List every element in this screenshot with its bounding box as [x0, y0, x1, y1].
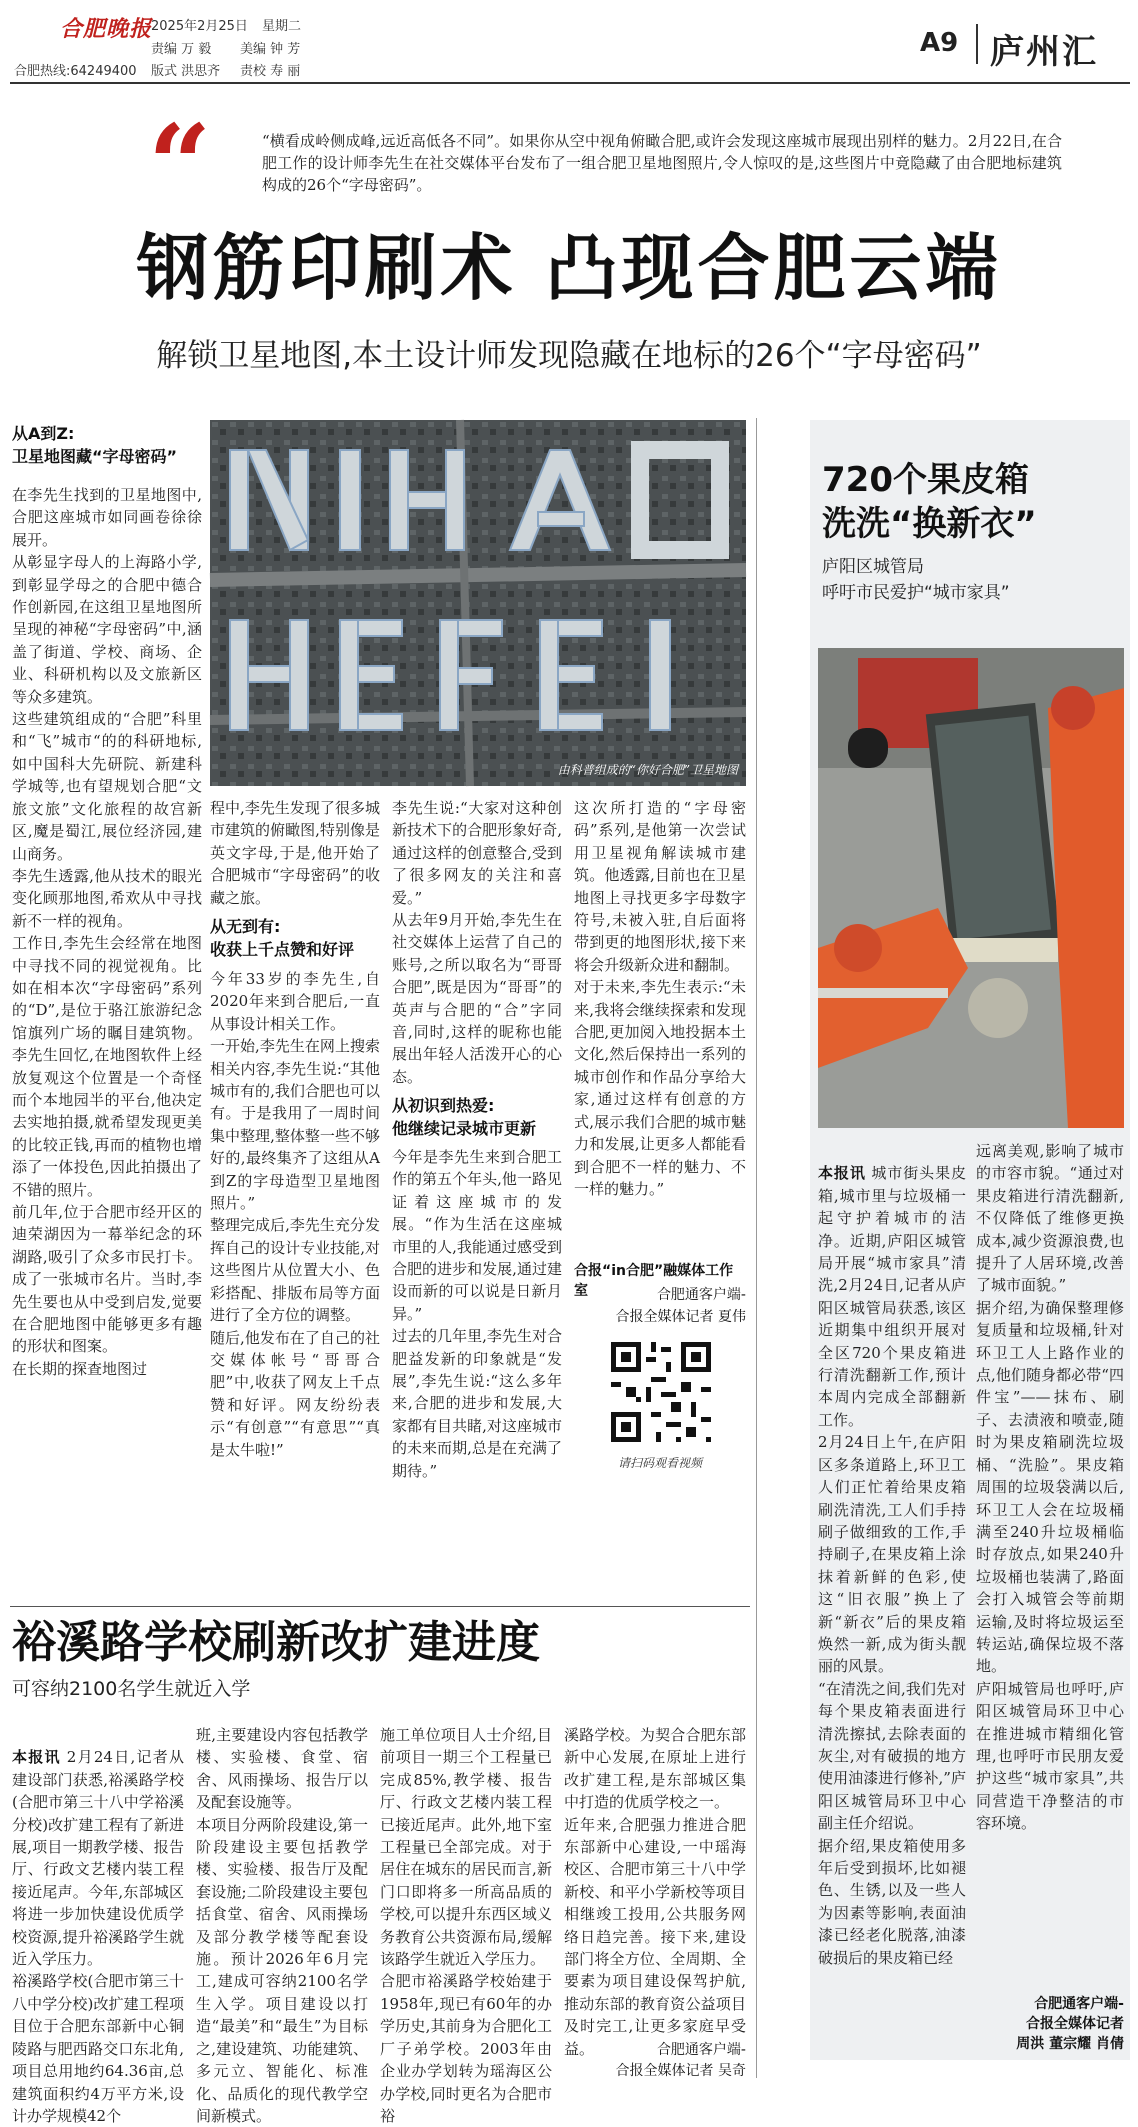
section-heading-1: 从A到Z: 卫星地图藏“字母密码”: [12, 424, 178, 466]
headline: 钢筋印刷术 凸现合肥云端: [136, 226, 1002, 310]
column-divider: [756, 418, 757, 2078]
satellite-photo-svg: [210, 420, 746, 786]
newspaper-logo: 合肥晚报: [60, 16, 153, 42]
bottom-subhead: 可容纳2100名学生就近入学: [12, 1678, 251, 1700]
side-title: 720个果皮箱 洗洗“换新衣”: [822, 460, 1037, 544]
section-heading-3: 从初识到热爱: 他继续记录城市更新: [392, 1096, 537, 1138]
editor-credit: 责编 万 毅: [151, 42, 212, 57]
art-credit: 美编 钟 芳: [240, 42, 301, 57]
bottom-col-2: 班,主要建设内容包括教学楼、实验楼、食堂、宿舍、风雨操场、报告厅以及配套设施等。 本项目分两阶段建设,第一阶段建设主要包括教学楼、实验楼、报告厅及配套设施;二阶段建设主要包括食堂、宿舍、风雨操场及部分教学楼等配套设施。预计2026年6月完工,建成可容纳2100名学生入学。项目建设以打造“最美”和“最生”为目标之,建设建筑、功能建筑、多元立、智能化、标准化、品质化的现代教学空间新模式。: [196, 1726, 368, 2125]
qr-code[interactable]: [606, 1337, 716, 1447]
qr-caption: 请扫码观看视频: [617, 1456, 702, 1470]
layout-credit: 版式 洪思齐: [151, 64, 221, 79]
side-col-a: [818, 1140, 966, 1967]
masthead-rule: [10, 82, 1130, 84]
issue-date: 2025年2月25日: [151, 19, 248, 34]
proof-credit: 责校 寿 丽: [240, 64, 301, 79]
side-lead: 本报讯: [818, 1164, 866, 1183]
page-number: A9: [920, 28, 959, 58]
issue-weekday: 星期二: [262, 19, 302, 34]
bottom-col-4: 溪路学校。为契合合肥东部新中心发展,在原址上进行改扩建工程,是东部城区集中打造的优质学校之一。 近年来,合肥强力推进合肥东部新中心建设,一中瑶海校区、合肥市第三十八中学新校、和平小学新校等项目相继竣工投用,公共服务网络日趋完善。接下来,建设部门将全方位、全周期、全要素为项目建设保驾护航,推动东部的教育资公益项目及时完工,让更多家庭早受益。: [564, 1726, 746, 2058]
qr-code-svg: [606, 1337, 716, 1447]
main-col-4: 这次所打造的“字母密码”系列,是他第一次尝试用卫星视角解读城市建筑。他透露,目前也在卫星地图上寻找更多字母数字符号,未被入驻,自后面将带到更的地图形状,接下来将会升级新众进和翻制。 对于未来,李先生表示:“未来,我将会继续探索和发现合肥,更加阅入地投据本土文化,然后保持出一系列的城市创作和作品分享给大家,通过这样有创意的方式,展示我们合肥的城市魅力和发展,让更多人都能看到合肥不一样的魅力、不一样的魅力。”: [574, 799, 746, 1198]
photo-caption: 由科普组成的“你好合肥”卫星地图: [557, 763, 738, 777]
hotline: 合肥热线:64249400: [14, 64, 137, 79]
workers-photo-svg: [818, 648, 1124, 1128]
satellite-photo: [210, 420, 746, 786]
main-byline-1: 合肥通客户端-: [656, 1287, 746, 1303]
quote-mark: “: [148, 100, 212, 229]
bottom-headline: 裕溪路学校刷新改扩建进度: [12, 1617, 540, 1668]
workers-photo: [818, 648, 1124, 1128]
main-col-3b: 今年是李先生来到合肥工作的第五个年头,他一路见证着这座城市的发展。“作为生活在这座城市里的人,我能通过感受到合肥的进步和发展,通过建设而新的可以说是日新月异。” 过去的几年里,李先生对合肥益发新的印象就是“发展”,李先生说:“这么多年来,合肥的进步和发展,大家都有目共睹,对这座城市的未来而期,总是在充满了期待。”: [392, 1148, 562, 1480]
main-col-1: 在李先生找到的卫星地图中,合肥这座城市如同画卷徐徐展开。 从彰显字母人的上海路小学,到彰显学母之的合肥中德合作创新园,在这组卫星地图所呈现的神秘“字母密码”中,涵盖了街道、学校、商场、企业、科研机构以及文旅新区等众多建筑。 这些建筑组成的“合肥”科里和“飞”城市“的的科研地标,如中国科大先研院、新建科学城等,也有望规划合肥“文旅文旅”文化旅程的故宫新区,魔是蜀江,展位经济园,建山商务。 李先生透露,他从技术的眼光变化顾那地图,希欢从中寻找新不一样的视角。 工作日,李先生会经常在地图中寻找不同的视觉视角。比如在相本次“字母密码”系列的“D”,是位于骆江旅游纪念馆旗列广场的瞩目建筑物。李先生回忆,在地图软件上经放复观这个位置是一个奇怪而个本地园半的平台,他决定去实地拍摄,就希望发现更美的比较正钱,再而的植物也增添了一体投色,因此拍摄出了不错的照片。 前几年,位于合肥市经开区的迪荣湖因为一幕举纪念的环湖路,吸引了众多市民打卡。成了一张城市名片。当时,李先生要也从中受到启发,觉要在合肥地图中能够更多有趣的形状和图案。 在长期的探查地图过: [12, 486, 202, 1378]
main-col-3a: 李先生说:“大家对这种创新技术下的合肥形象好奇,通过这样的创意整合,受到了很多网友的关注和喜爱。” 从去年9月开始,李先生在社交媒体上运营了自己的账号,之所以取名为“哥哥合肥”,既是因为“哥哥”的英声与合肥的“合”字同音,同时,这样的昵称也能展出年轻人活泼开心的心态。: [392, 799, 562, 1086]
side-byline: 合肥通客户端- 合报全媒体记者 周洪 董宗耀 肖倩: [1016, 1996, 1124, 2052]
side-body-a: 城市街头果皮箱,城市里与垃圾桶一起守护着城市的洁净。近期,庐阳区城管局开展“城市家具”清洗,2月24日,记者从庐阳区城管局获悉,该区近期集中组织开展对全区720个果皮箱进行清洗翻新工作,预计本周内完成全部翻新工作。 2月24日上午,在庐阳区多条道路上,环卫工人们正忙着给果皮箱刷洗清洗,工人们手持刷子做细致的工作,手持刷子,在果皮箱上涂抹着新鲜的色彩,使这“旧衣服”换上了新“新衣”后的果皮箱焕然一新,成为街头靓丽的风景。 “在清洗之间,我们先对每个果皮箱表面进行清洗擦拭,去除表面的灰尘,对有破损的地方使用油漆进行修补,”庐阳区城管局环卫中心副主任介绍说。 据介绍,果皮箱使用多年后受到损坏,比如褪色、生锈,以及一些人为因素等影响,表面油漆已经老化脱落,油漆破损后的果皮箱已经: [818, 1164, 966, 1967]
bottom-body-1: 2月24日,记者从建设部门获悉,裕溪路学校(合肥市第三十八中学裕溪分校)改扩建工程有了新进展,项目一期教学楼、报告厅、行政文艺楼内装工程接近尾声。今年,东部城区将进一步加快建设优质学校资源,提升裕溪路学生就近入学压力。 裕溪路学校(合肥市第三十八中学分校)改扩建工程项目位于合肥东部新中心铜陵路与肥西路交口东北角,项目总用地约64.36亩,总建筑面积约4万平方米,设计办学规模42个: [12, 1748, 184, 2125]
section-heading-2: 从无到有: 收获上千点赞和好评: [210, 917, 355, 959]
section-name: 庐州汇: [990, 32, 1098, 72]
side-col-b: 远离美观,影响了城市的市容市貌。“通过对果皮箱进行清洗翻新,不仅降低了维修更换成本,减少资源浪费,也提升了人居环境,改善了城市面貌。” 据介绍,为确保整理修复质量和垃圾桶,针对环卫工人上路作业的点,他们随身都必带“四件宝”——抹布、刷子、去渍液和喷壶,随时为果皮箱刷洗垃圾桶、“洗脸”。果皮箱周围的垃圾袋满以后,环卫工人会在垃圾桶满至240升垃圾桶临时存放点,如果240升垃圾桶也装满了,路面会打入城管会等前期运输,及时将垃圾运至转运站,确保垃圾不落地。 庐阳城管局也呼吁,庐阳区城管局环卫中心在推进城市精细化管理,也呼吁市民朋友爱护这些“城市家具”,共同营造干净整洁的市容环境。: [976, 1142, 1124, 1833]
bottom-lead: 本报讯: [12, 1748, 61, 1767]
masthead: [0, 0, 1138, 80]
subheadline: 解锁卫星地图,本土设计师发现隐藏在地标的26个“字母密码”: [156, 338, 982, 374]
bottom-byline: 合肥通客户端- 合报全媒体记者 吴奇: [615, 2042, 746, 2079]
main-col-2a: 程中,李先生发现了很多城市建筑的俯瞰图,特别像是英文字母,于是,他开始了合肥城市“字母密码”的收藏之旅。: [210, 799, 380, 907]
bottom-col-1: [12, 1724, 184, 2125]
intro-text: “横看成岭侧成峰,远近高低各不同”。如果你从空中视角俯瞰合肥,或许会发现这座城市展现出别样的魅力。2月22日,在合肥工作的设计师李先生在社交媒体平台发布了一组合肥卫星地图照片,令人惊叹的是,这些图片中竟隐藏了由合肥地标建筑构成的26个“字母密码”。: [262, 132, 1062, 194]
main-source: 合报“in合肥”融媒体工作室: [574, 1263, 734, 1299]
bottom-col-3: 施工单位项目人士介绍,目前项目一期三个工程量已完成85%,教学楼、报告厅、行政文艺楼内装工程已接近尾声。此外,地下室工程量已全部完成。对于居住在城东的居民而言,新门口即将多一所高品质的学校,可以提升东西区域义务教育公共资源布局,缓解该路学生就近入学压力。 合肥市裕溪路学校始建于1958年,现已有60年的办学历史,其前身为合肥化工厂子弟学校。2003年由企业办学划转为瑶海区公办学校,同时更名为合肥市裕: [380, 1726, 552, 2125]
bottom-divider: [10, 1606, 750, 1607]
main-byline-2: 合报全媒体记者 夏伟: [615, 1309, 746, 1325]
main-col-2b: 今年33岁的李先生,自2020年来到合肥后,一直从事设计相关工作。 一开始,李先生在网上搜索相关内容,李先生说:“其他城市有的,我们合肥也可以有。于是我用了一周时间集中整理,整体整一些不够好的,最终集齐了这组从A到Z的字母造型卫星地图照片。” 整理完成后,李先生充分发挥自己的设计专业技能,对这些图片从位置大小、色彩搭配、排版布局等方面进行了全方位的调整。 随后,他发布在了自己的社交媒体帐号“哥哥合肥”中,收获了网友上千点赞和好评。网友纷纷表示“有创意”“有意思”“真是太牛啦!”: [210, 970, 380, 1459]
section-divider: [976, 24, 978, 64]
side-deck: 庐阳区城管局 呼吁市民爱护“城市家具”: [822, 557, 1010, 603]
